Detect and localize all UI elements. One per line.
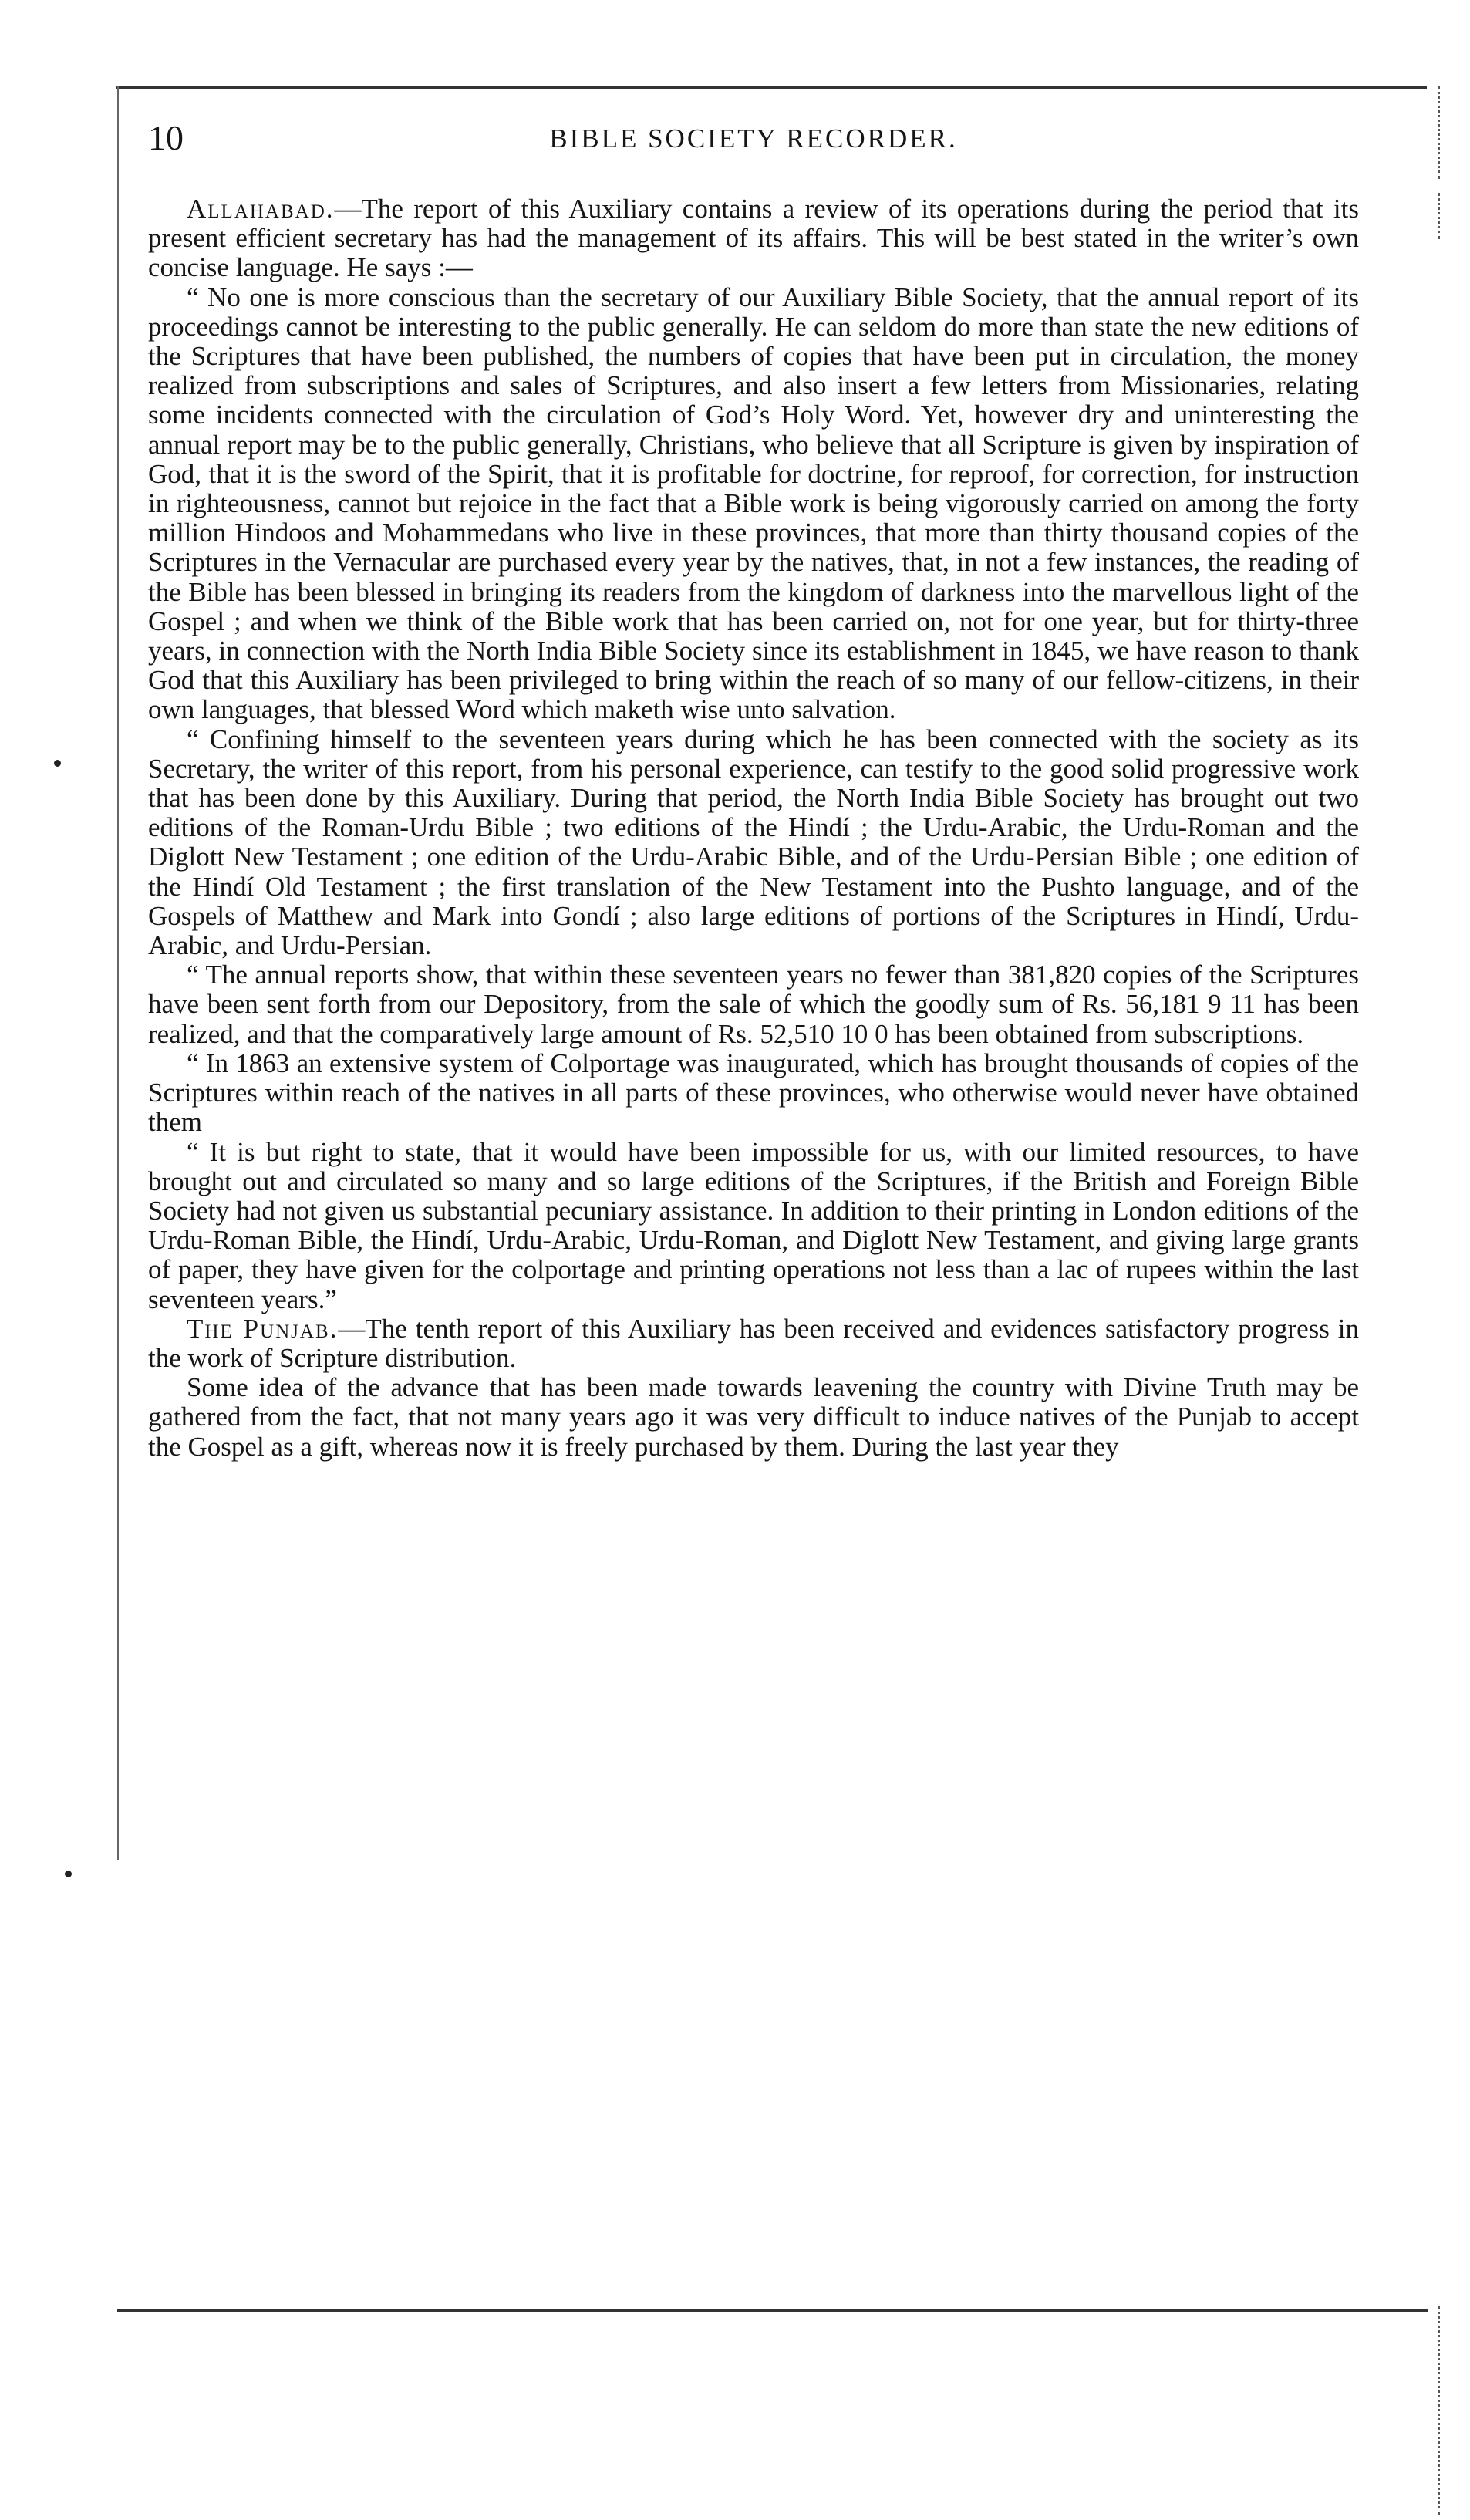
article-body: [148, 194, 1359, 1462]
top-rule: [116, 86, 1427, 89]
paragraph: [148, 194, 1359, 283]
paragraph: [148, 283, 1359, 725]
right-margin-mark: [1438, 193, 1440, 239]
paragraph: [148, 1314, 1359, 1373]
paragraph-text: “ Confining himself to the seventeen years during which he has been connected with the society as its Secretary, the writer of this report, from his personal experience, can testify to the good solid progressive work that has been done by this Auxiliary. During that period, the North India Bible Society has brought out two editions of the Roman-Urdu Bible ; two editions of the Hindí ; the Urdu-Arabic, the Urdu-Roman and the Diglott New Testament ; one edition of the Urdu-Arabic Bible, and of the Urdu-Persian Bible ; one edition of the Hindí Old Testament ; the first translation of the New Testament into the Pushto language, and of the Gospels of Matthew and Mark into Gondí ; also large editions of portions of the Scriptures in Hindí, Urdu-Arabic, and Urdu-Persian.: [148, 724, 1359, 961]
paragraph: [148, 1049, 1359, 1138]
paragraph-text: “ It is but right to state, that it would have been impossible for us, with our limited resources, to have brought out and circulated so many and so large editions of the Scriptures, if the British and Foreign Bible Society had not given us substantial pecuniary assistance. In addition to their printing in London editions of the Urdu-Roman Bible, the Hindí, Urdu-Arabic, Urdu-Roman, and Diglott New Testament, and giving large grants of paper, they have given for the colportage and printing operations not less than a lac of rupees within the last seventeen years.”: [148, 1136, 1359, 1314]
paragraph: [148, 960, 1359, 1049]
paragraph: [148, 1373, 1359, 1462]
bottom-rule: [117, 2309, 1428, 2312]
page-header: [148, 117, 1359, 164]
margin-dot: [65, 1871, 72, 1877]
paragraph-text: —The tenth report of this Auxiliary has been received and evidences satisfactory progress in the work of Scripture distribution.: [148, 1313, 1359, 1373]
right-margin-mark: [1438, 86, 1440, 179]
section-lead: Allahabad.: [187, 194, 335, 224]
left-margin-rule: [117, 86, 119, 1860]
paragraph-text: “ In 1863 an extensive system of Colportage was inaugurated, which has brought thousands of copies of the Scriptures within reach of the natives in all parts of these provinces, who otherwise would never have obtained them: [148, 1047, 1359, 1138]
paragraph-text: “ No one is more conscious than the secretary of our Auxiliary Bible Society, that the annual report of its proceedings cannot be interesting to the public generally. He can seldom do more than state the new editions of the Scriptures that have been published, the numbers of copies that have been put in circulation, the money realized from subscriptions and sales of Scriptures, and also insert a few letters from Missionaries, relating some incidents connected with the circulation of God’s Holy Word. Yet, however dry and uninteresting the annual report may be to the public generally, Christians, who believe that all Scripture is given by inspiration of God, that it is the sword of the Spirit, that it is profitable for doctrine, for reproof, for correction, for instruction in righteousness, cannot but rejoice in the fact that a Bible work is being vigorously carried on among the forty million Hindoos and Mohammedans who live in these provinces, that more than thirty thousand copies of the Scriptures in the Vernacular are purchased every year by the natives, that, in not a few instances, the reading of the Bible has been blessed in bringing its readers from the kingdom of darkness into the marvellous light of the Gospel ; and when we think of the Bible work that has been carried on, not for one year, but for thirty-three years, in connection with the North India Bible Society since its establishment in 1845, we have reason to thank God that this Auxiliary has been privileged to bring within the reach of so many of our fellow-citizens, in their own languages, that blessed Word which maketh wise unto salvation.: [148, 282, 1359, 725]
paragraph-text: Some idea of the advance that has been made towards leavening the country with Divine Truth may be gathered from the fact, that not many years ago it was very difficult to induce natives of the Punjab to accept the Gospel as a gift, whereas now it is freely purchased by them. During the last year they: [148, 1372, 1359, 1462]
right-margin-mark: [1438, 2306, 1440, 2515]
section-lead: The Punjab.: [187, 1313, 339, 1344]
running-title: BIBLE SOCIETY RECORDER.: [549, 123, 958, 153]
page-number: 10: [148, 118, 184, 157]
paragraph-text: —The report of this Auxiliary contains a review of its operations during the period that its present efficient secretary has had the management of its affairs. This will be best stated in the writer’s own concise language. He says :—: [148, 194, 1359, 283]
paragraph: [148, 725, 1359, 961]
paragraph-text: “ The annual reports show, that within these seventeen years no fewer than 381,820 copies of the Scriptures have been sent forth from our Depository, from the sale of which the goodly sum of Rs. 56,181 9 11 has been realized, and that the comparatively large amount of Rs. 52,510 10 0 has been obtained from subscriptions.: [148, 960, 1359, 1049]
paragraph: [148, 1138, 1359, 1314]
margin-dot: [54, 760, 61, 767]
